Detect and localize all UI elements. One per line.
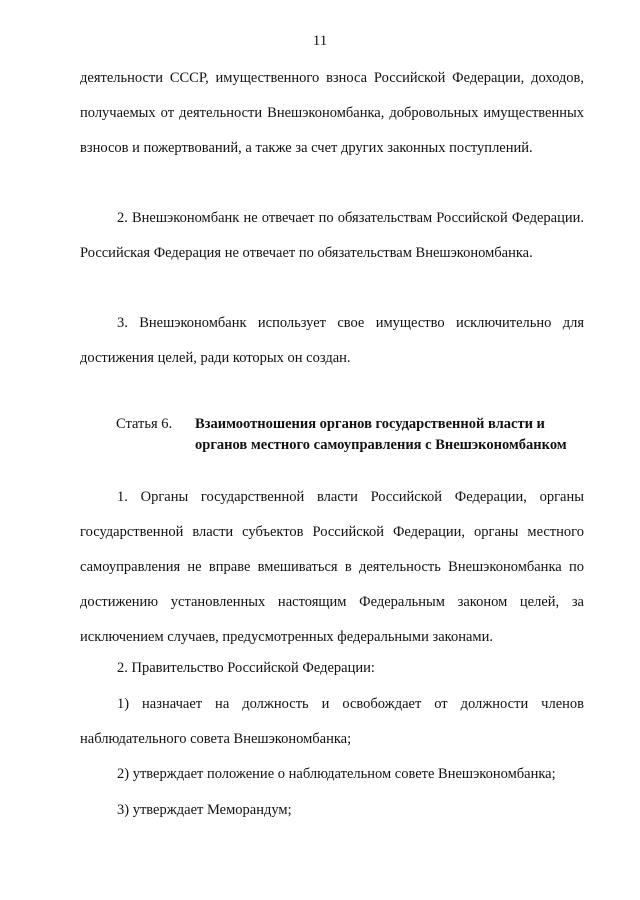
paragraph-3 [80, 306, 584, 376]
list-item-text: 2) утверждает положение о наблюдательном совете Внешэкономбанка; [117, 766, 556, 782]
article-paragraph-2 [80, 651, 584, 686]
paragraph-text: деятельности СССР, имущественного взноса Российской Федерации, доходов, получаемых от деятельности Внешэкономбанка, добровольных имущественных взносов и пожертвований, а также за счет других законных поступлений. [80, 70, 584, 156]
paragraph-2 [80, 201, 584, 271]
paragraph-continuation [80, 61, 584, 166]
article-paragraph-1 [80, 480, 584, 655]
list-item-1 [80, 687, 584, 757]
list-item-text: 3) утверждает Меморандум; [117, 802, 292, 818]
article-title: Взаимоотношения органов государственной власти и органов местного самоуправления с Внешэкономбанком [195, 416, 567, 453]
page-number: 11 [312, 33, 328, 49]
paragraph-text: 3. Внешэкономбанк использует свое имущество исключительно для достижения целей, ради которых он создан. [80, 315, 584, 366]
paragraph-text: 2. Правительство Российской Федерации: [117, 660, 375, 676]
list-item-3 [80, 793, 584, 828]
list-item-text: 1) назначает на должность и освобождает от должности членов наблюдательного совета Внешэкономбанка; [80, 696, 584, 747]
list-item-2 [80, 757, 584, 792]
article-label: Статья 6. [116, 416, 173, 432]
paragraph-text: 2. Внешэкономбанк не отвечает по обязательствам Российской Федерации. Российская Федерация не отвечает по обязательствам Внешэкономбанка. [80, 210, 584, 261]
paragraph-text: 1. Органы государственной власти Российской Федерации, органы государственной власти субъектов Российской Федерации, органы местного самоуправления не вправе вмешиваться в деятельность Внешэкономбанка по достижению установленных настоящим Федеральным законом целей, за исключением случаев, предусмотренных федеральными законами. [80, 489, 584, 645]
